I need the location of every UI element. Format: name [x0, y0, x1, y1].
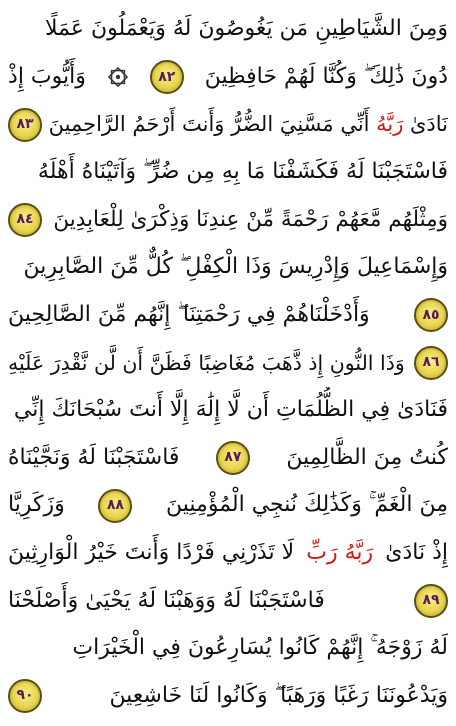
verse-text: لَهُ زَوْجَهُ ۚ إِنَّهُمْ كَانُوا يُسَارِعُونَ فِي الْخَيْرَاتِ — [72, 635, 448, 661]
ayah-number-marker: ٨٣ — [8, 108, 42, 142]
verse-line — [8, 54, 448, 102]
verse-text: وَأَدْخَلْنَاهُمْ فِي رَحْمَتِنَا ۖ إِنَّهُم مِّنَ الصَّالِحِينَ — [8, 301, 370, 327]
ayah-number-marker: ٨٨ — [98, 489, 132, 523]
verse-line — [8, 196, 448, 244]
verse-line — [8, 149, 448, 197]
verse-line — [8, 387, 448, 435]
verse-line — [8, 625, 448, 673]
highlighted-word: رَبَّهُ — [376, 112, 404, 137]
ayah-number-marker: ٨٢ — [150, 60, 184, 94]
verse-text: فَاسْتَجَبْنَا لَهُ وَنَجَّيْنَاهُ — [8, 444, 180, 470]
verse-line — [8, 244, 448, 292]
ayah-number-marker: ٨٦ — [414, 346, 448, 380]
verse-text: نَادَىٰ — [409, 112, 448, 137]
ayah-number-marker: ٩٠ — [8, 679, 42, 713]
verse-text: فَاسْتَجَبْنَا لَهُ وَوَهَبْنَا لَهُ يَحْيَىٰ وَأَصْلَحْنَا — [8, 587, 325, 613]
verse-text: وَمِثْلَهُم مَّعَهُمْ رَحْمَةً مِّنْ عِندِنَا وَذِكْرَىٰ لِلْعَابِدِينَ — [53, 207, 448, 233]
verse-text: كُنتُ مِنَ الظَّالِمِينَ — [286, 444, 448, 470]
highlighted-word: رَبَّهُ رَبِّ — [306, 539, 374, 565]
verse-line — [8, 530, 448, 578]
verse-line — [8, 672, 448, 720]
verse-line — [8, 6, 448, 54]
verse-text: فَاسْتَجَبْنَا لَهُ فَكَشَفْنَا مَا بِهِ مِن ضُرٍّ ۖ وَآتَيْنَاهُ أَهْلَهُ — [37, 159, 448, 185]
verse-line — [8, 434, 448, 482]
verse-text: مِنَ الْغَمِّ ۚ وَكَذَٰلِكَ نُنجِي الْمُؤْمِنِينَ — [166, 492, 448, 518]
verse-text: وَإِسْمَاعِيلَ وَإِدْرِيسَ وَذَا الْكِفْلِ ۖ كُلٌّ مِّنَ الصَّابِرِينَ — [23, 254, 448, 280]
verse-text: أَنِّي مَسَّنِيَ الضُّرُّ وَأَنتَ أَرْحَمُ الرَّاحِمِينَ — [48, 112, 370, 137]
verse-line — [8, 577, 448, 625]
verse-line — [8, 101, 448, 149]
verse-text: فَنَادَىٰ فِي الظُّلُمَاتِ أَن لَّا إِلَٰهَ إِلَّا أَنتَ سُبْحَانَكَ إِنِّي — [13, 397, 448, 423]
verse-text: وَأَيُّوبَ إِذْ — [8, 63, 86, 89]
verse-text: وَيَدْعُونَنَا رَغَبًا وَرَهَبًا ۖ وَكَانُوا لَنَا خَاشِعِينَ — [109, 682, 448, 708]
verse-text: إِذْ نَادَىٰ — [385, 539, 448, 565]
verse-text: وَزَكَرِيَّا — [8, 492, 65, 518]
ayah-number-marker: ٨٩ — [414, 584, 448, 618]
verse-text: لَا تَذَرْنِي فَرْدًا وَأَنتَ خَيْرُ الْوَارِثِينَ — [8, 539, 295, 565]
verse-text: وَمِنَ الشَّيَاطِينِ مَن يَغُوصُونَ لَهُ وَيَعْمَلُونَ عَمَلًا — [45, 16, 448, 42]
verse-line — [8, 339, 448, 387]
ayah-number-marker: ٨٥ — [414, 298, 448, 332]
ayah-number-marker: ٨٤ — [8, 203, 42, 237]
verse-line — [8, 482, 448, 530]
verse-line — [8, 292, 448, 340]
rub-el-hizb-star-icon — [107, 66, 129, 88]
verse-text: وَذَا النُّونِ إِذ ذَّهَبَ مُغَاضِبًا فَظَنَّ أَن لَّن نَّقْدِرَ عَلَيْهِ — [8, 350, 405, 375]
verse-text: دُونَ ذَٰلِكَ ۖ وَكُنَّا لَهُمْ حَافِظِينَ — [204, 63, 448, 89]
ayah-number-marker: ٨٧ — [216, 441, 250, 475]
